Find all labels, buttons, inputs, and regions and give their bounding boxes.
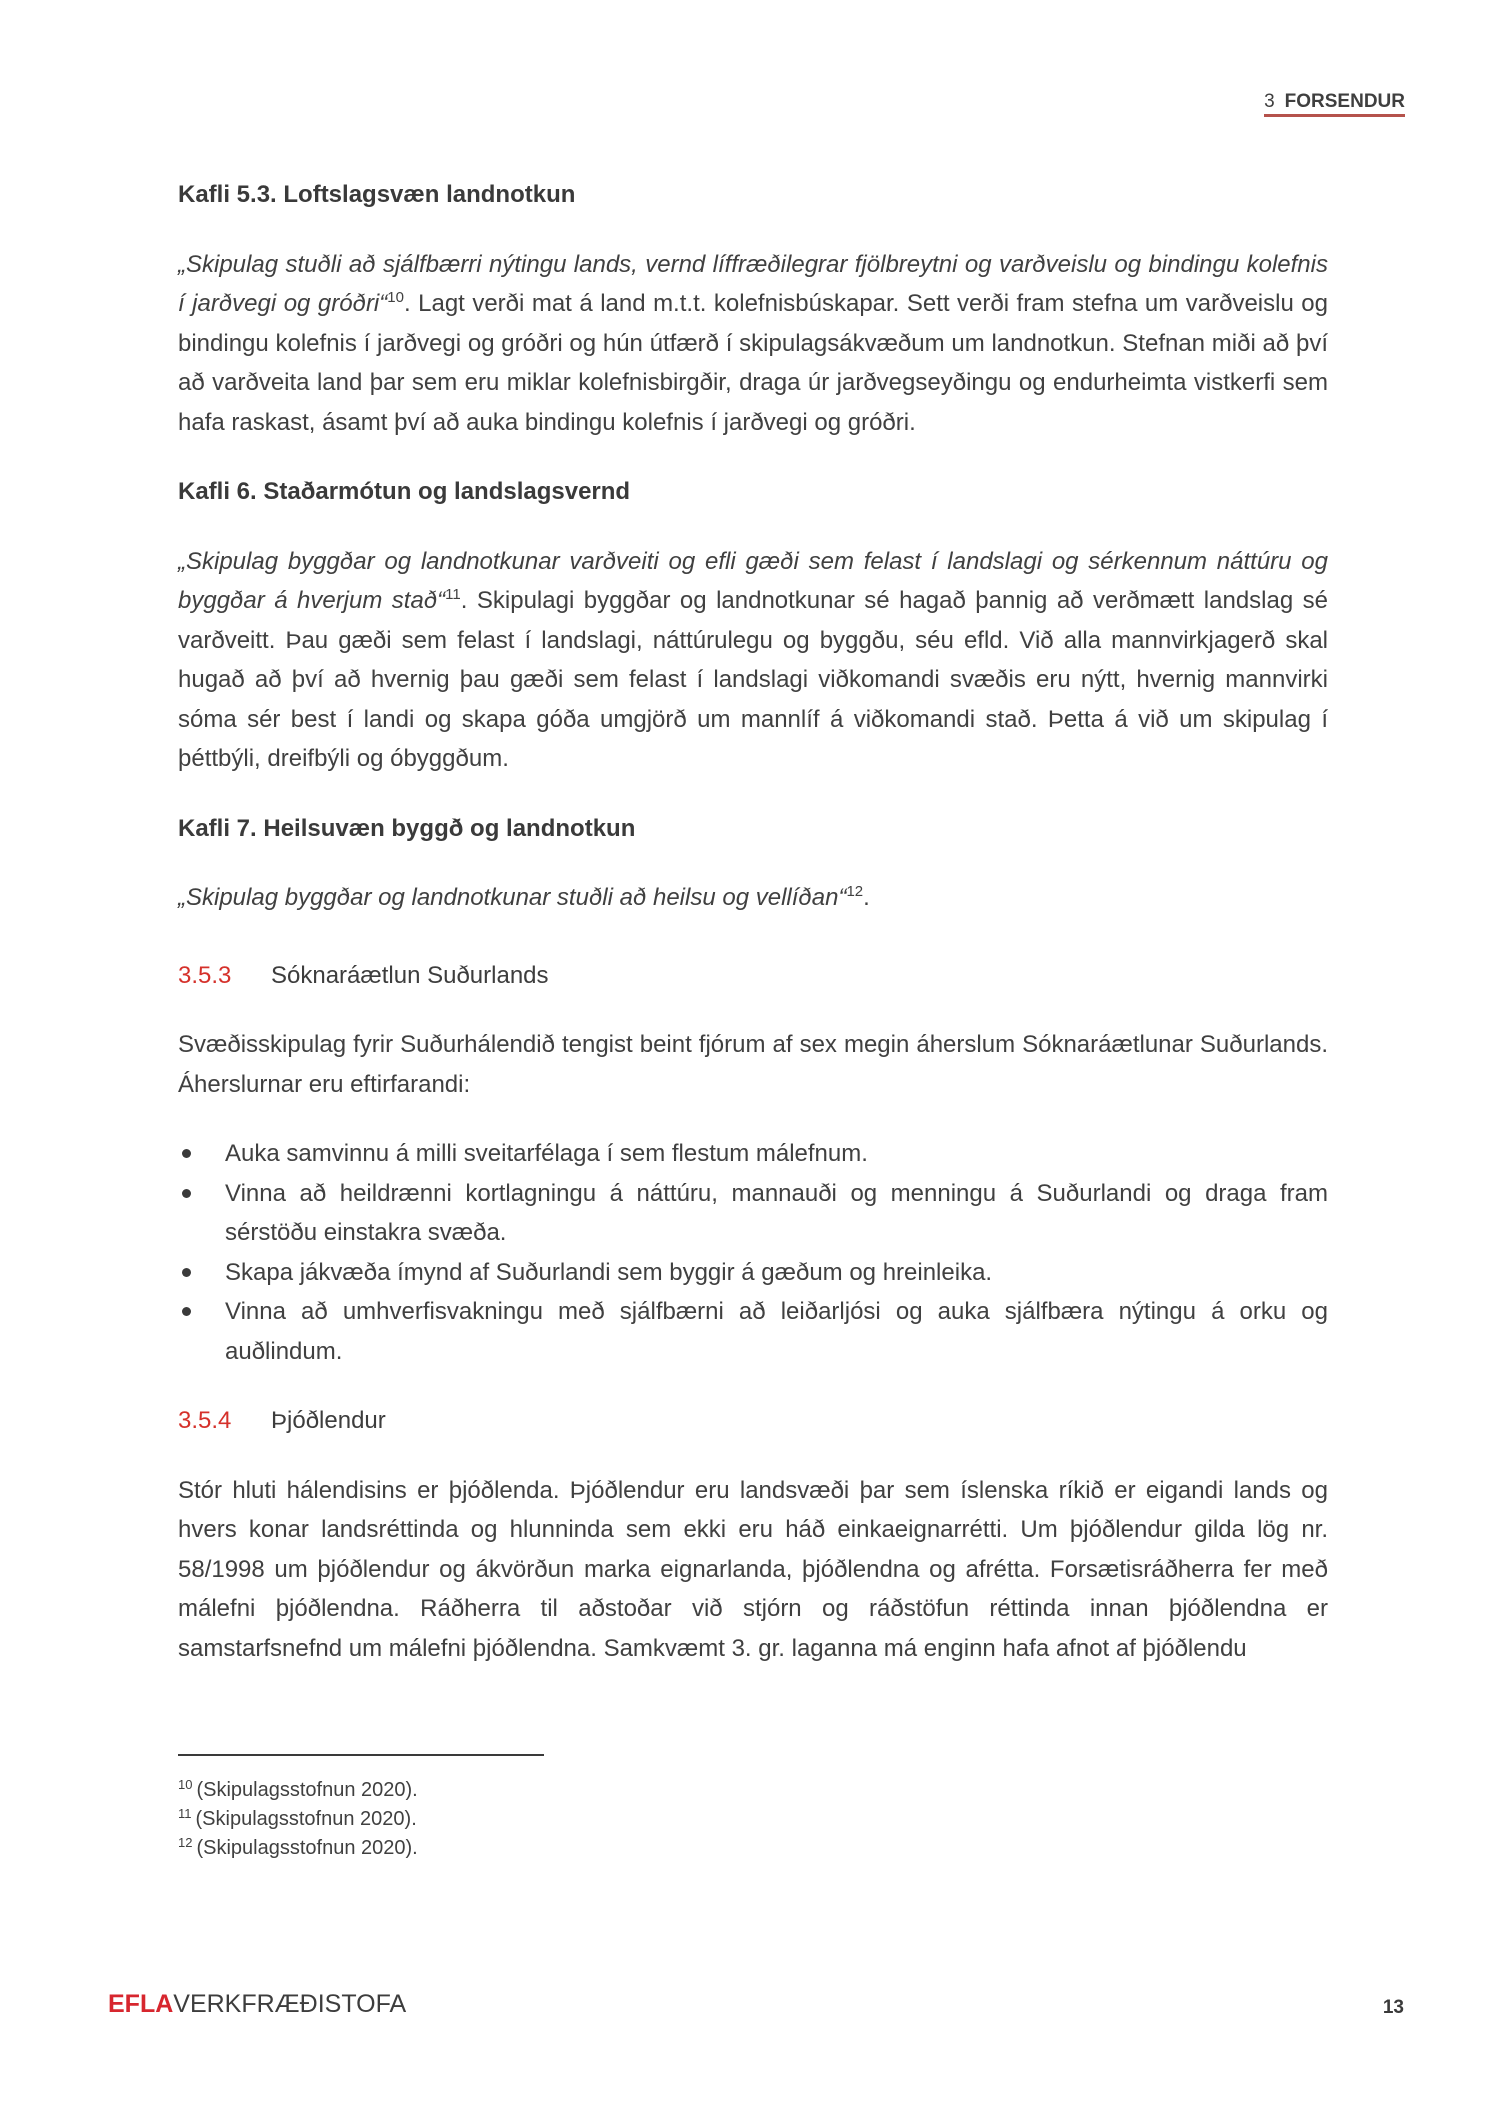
- footnote-ref[interactable]: 11: [445, 586, 461, 603]
- list-item: Vinna að umhverfisvakningu með sjálfbærni að leiðarljósi og auka sjálfbæra nýtingu á orku og auðlindum.: [178, 1292, 1328, 1371]
- footnote-ref[interactable]: 10: [387, 289, 404, 306]
- logo-text: VERKFRÆÐISTOFA: [173, 1990, 407, 2018]
- kafli-7-paragraph: [178, 878, 1328, 918]
- quote: „Skipulag byggðar og landnotkunar varðveiti og efli gæði sem felast í landslagi og sérkennum náttúru og byggðar á hverjum stað“: [178, 547, 1328, 614]
- section-title: Þjóðlendur: [271, 1407, 386, 1434]
- chapter-title: FORSENDUR: [1284, 91, 1405, 112]
- list-item: Vinna að heildrænni kortlagningu á náttúru, mannauði og menningu á Suðurlandi og draga fram sérstöðu einstakra svæða.: [178, 1174, 1328, 1253]
- footnotes: [178, 1776, 418, 1863]
- footnote-item: $^{12}$ (Skipulagsstofnun 2020).: [178, 1835, 418, 1859]
- body-text: .: [863, 884, 870, 911]
- section-3-5-4-paragraph: Stór hluti hálendisins er þjóðlenda. Þjóðlendur eru landsvæði þar sem íslenska ríkið er eigandi lands og hvers konar landsréttinda og hlunninda sem ekki eru háð einkaeignarrétti. Um þjóðlendur gilda lög nr. 58/1998 um þjóðlendur og ákvörðun marka eignarlanda, þjóðlendna og afrétta. Forsætisráðherra fer með málefni þjóðlendna. Ráðherra til aðstoðar við stjórn og ráðstöfun réttinda innan þjóðlendna er samstarfsnefnd um málefni þjóðlendna. Samkvæmt 3. gr. laganna má enginn hafa afnot af þjóðlendu: [178, 1476, 1328, 1662]
- section-title: Sóknaráætlun Suðurlands: [271, 961, 549, 989]
- quote: „Skipulag byggðar og landnotkunar stuðli að heilsu og vellíðan“: [178, 884, 847, 911]
- body-text: . Skipulagi byggðar og landnotkunar sé hagað þannig að verðmætt landslag sé varðveitt. Þau gæði sem felast í landslagi, náttúrulegu og byggðu, séu efld. Við alla mannvirkjagerð skal hugað að því að hvernig þau gæði sem felast í landslagi viðkomandi svæðis eru nýtt, hvernig mannvirki sóma sér best í landi og skapa góða umgjörð um mannlíf á viðkomandi stað. Þetta á við um skipulag í þéttbýli, dreifbýli og óbyggðum.: [178, 587, 1328, 772]
- section-number: 3.5.3: [178, 961, 232, 989]
- kafli-6-paragraph: [178, 542, 1328, 779]
- focus-list: [178, 1134, 1328, 1371]
- list-item: Skapa jákvæða ímynd af Suðurlandi sem byggir á gæðum og hreinleika.: [178, 1253, 1328, 1293]
- chapter-number: 3: [1264, 91, 1275, 112]
- bullet-icon: [182, 1307, 191, 1316]
- section-3-5-3-intro: Svæðisskipulag fyrir Suðurhálendið tengist beint fjórum af sex megin áherslum Sóknaráætlunar Suðurlands. Áherslurnar eru eftirfarandi:: [178, 1031, 1328, 1098]
- section-3-5-3-heading: [178, 956, 1328, 996]
- section-number: 3.5.4: [178, 1407, 232, 1434]
- bullet-icon: [182, 1149, 191, 1158]
- kafli-6-heading: Kafli 6. Staðarmótun og landslagsvernd: [178, 478, 631, 505]
- kafli-5-3-heading: Kafli 5.3. Loftslagsvæn landnotkun: [178, 181, 576, 208]
- footnote-separator: [178, 1754, 544, 1756]
- logo-brand: EFLA: [108, 1990, 174, 2018]
- bullet-icon: [182, 1189, 191, 1198]
- footnote-ref[interactable]: 12: [846, 883, 864, 900]
- kafli-5-3-paragraph: [178, 245, 1328, 443]
- running-header: [1264, 90, 1405, 117]
- list-item: Auka samvinnu á milli sveitarfélaga í sem flestum málefnum.: [178, 1134, 1328, 1174]
- quote: „Skipulag stuðli að sjálfbærri nýtingu lands, vernd líffræðilegrar fjölbreytni og varðveislu og bindingu kolefnis í jarðvegi og gróðri“: [178, 250, 1328, 317]
- body-text: . Lagt verði mat á land m.t.t. kolefnisbúskapar. Sett verði fram stefna um varðveislu og bindingu kolefnis í jarðvegi og gróðri og hún útfærð í skipulagsákvæðum um landnotkun. Stefnan miði að því að varðveita land þar sem eru miklar kolefnisbirgðir, draga úr jarðvegseyðingu og endurheimta vistkerfi sem hafa raskast, ásamt því að auka bindingu kolefnis í jarðvegi og gróðri.: [178, 290, 1329, 436]
- footnote-item: $^{10}$ (Skipulagsstofnun 2020).: [178, 1777, 418, 1801]
- section-3-5-4-heading: [178, 1401, 1328, 1441]
- efla-logo: [108, 1990, 406, 2019]
- page-number: 13: [1382, 1997, 1404, 2018]
- footnote-item: $^{11}$ (Skipulagsstofnun 2020).: [178, 1806, 417, 1830]
- page-body: [178, 175, 1328, 1698]
- kafli-7-heading: Kafli 7. Heilsuvæn byggð og landnotkun: [178, 814, 636, 842]
- bullet-icon: [182, 1268, 191, 1277]
